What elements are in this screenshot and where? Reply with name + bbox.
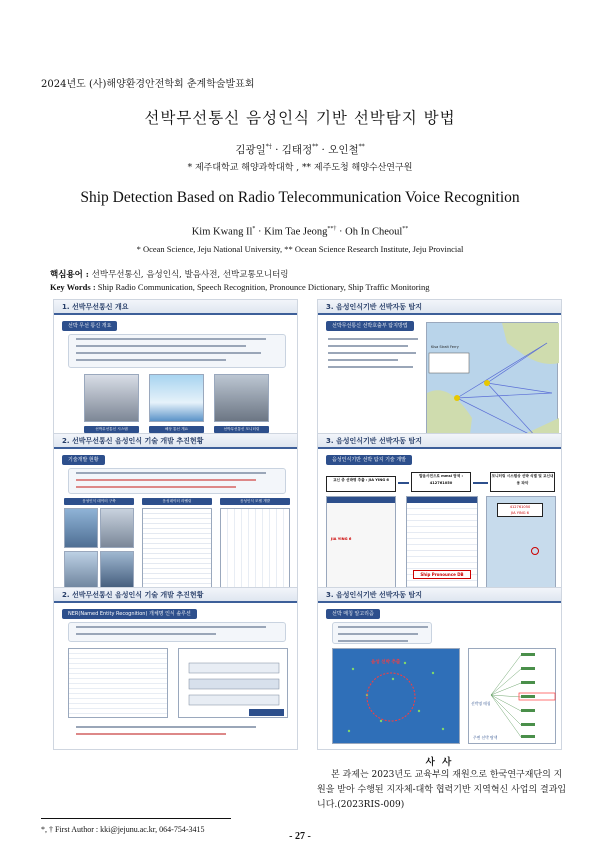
speech-transcript-panel — [326, 496, 396, 588]
dictionary-label: Ship Pronounce DB — [413, 570, 471, 579]
slide-tag: NER(Named Entity Recognition) 개체명 인식 솔루션 — [62, 609, 197, 619]
ship-marker — [531, 547, 539, 555]
ship-name: JIA YING 6 — [511, 511, 529, 515]
author-en-3: Oh In Cheoul — [345, 226, 403, 238]
model-screenshot — [220, 508, 290, 591]
keywords-english-text: Ship Radio Communication, Speech Recognition, Pronounce Dictionary, Ship Traffic Monitoring — [97, 282, 430, 292]
slide-caption: 해상 통신 개요 — [149, 426, 204, 433]
communication-diagram-image — [149, 374, 204, 422]
slide-4 — [317, 433, 562, 596]
slide-header — [318, 588, 561, 603]
ner-model-diagram — [178, 648, 288, 718]
author-separator: · — [271, 144, 282, 156]
author-3-mark: ** — [358, 143, 365, 151]
slide-header — [318, 434, 561, 449]
mmsi-value: 412761050 — [509, 505, 531, 509]
slide-title: 1. 선박무선통신 개요 — [62, 303, 129, 311]
keywords-korean — [50, 268, 289, 280]
author-en-1-mark: * — [252, 226, 256, 232]
ship-name-highlight: JIA YING 6 — [331, 537, 352, 541]
slide-tag: 음성인식기반 선박 탐지 기술 개발 — [326, 455, 412, 465]
slide-text-lines — [328, 338, 423, 368]
conference-header: 2024년도 (사)해양환경안전학회 춘계학술발표회 — [41, 79, 255, 90]
title-korean: 선박무선통신 음성인식 기반 선박탐지 방법 — [144, 109, 456, 127]
matching-sea-map — [332, 648, 460, 744]
slide-caption: 음성데이터 라벨링 — [142, 498, 212, 505]
labeling-screenshot — [142, 508, 212, 591]
slide-text-lines — [76, 472, 266, 488]
slide-caption: 선박무선통신 시스템 — [84, 426, 139, 433]
slide-tag: 선박 매칭 알고리즘 — [326, 609, 380, 619]
author-separator: · — [318, 144, 329, 156]
author-3: 오인철 — [328, 144, 359, 156]
author-2-mark: ** — [312, 143, 319, 151]
slide-3 — [53, 433, 298, 596]
label-voice-ship: 음성 선박 추출 — [371, 660, 401, 665]
authors-english — [0, 226, 600, 238]
footnote-rule — [41, 818, 231, 819]
monitoring-map — [486, 496, 556, 588]
author-en-2: Kim Tae Jeong — [264, 226, 328, 238]
slide-caption: 음성인식 모델 개발 — [220, 498, 290, 505]
acknowledgement-title: 사 사 — [425, 757, 454, 768]
matching-lines — [469, 649, 557, 745]
slide-header — [54, 300, 297, 315]
bert-architecture — [179, 649, 289, 719]
keywords-english-label: Key Words : — [50, 282, 96, 292]
slide-tag: 선박 무선 통신 개요 — [62, 321, 117, 331]
slide-text-lines — [338, 626, 428, 642]
map-label: Kisa Strait Ferry — [431, 345, 459, 349]
slide-text-lines — [76, 338, 276, 361]
slide-title: 2. 선박무선통신 음성인식 기술 개발 추진현황 — [62, 437, 204, 445]
slide-title: 3. 음성인식기반 선박자동 탐지 — [326, 303, 422, 311]
author-en-2-mark: **† — [327, 226, 337, 232]
keywords-korean-text: 선박무선통신, 음성인식, 발음사전, 선박교통모니터링 — [91, 270, 289, 280]
title-english: Ship Detection Based on Radio Telecommunication Voice Recognition — [80, 189, 520, 206]
slide-title: 3. 음성인식기반 선박자동 탐지 — [326, 437, 422, 445]
author-1-mark: *† — [265, 143, 272, 151]
author-1: 김광일 — [235, 144, 266, 156]
data-image — [100, 508, 134, 548]
monitoring-room-image — [214, 374, 269, 422]
author-2: 김태정 — [281, 144, 313, 156]
authors-korean — [0, 142, 600, 157]
slide-text-lines — [76, 626, 266, 635]
affiliation-korean: * 제주대학교 해양과학대학 , ** 제주도청 해양수산연구원 — [187, 163, 413, 173]
page-number: - 27 - — [289, 831, 311, 842]
slide-tag: 기술개발 현황 — [62, 455, 105, 465]
keywords-english — [50, 282, 430, 292]
slide-title: 2. 선박무선통신 음성인식 기술 개발 추진현황 — [62, 591, 204, 599]
arrow — [398, 482, 409, 484]
label-matching: 선박명 매칭 — [471, 701, 491, 706]
matching-diagram — [468, 648, 556, 744]
slide-tag: 선박무선통신 선박호출부 탐지방법 — [326, 321, 414, 331]
author-separator: · — [336, 226, 346, 238]
pronounce-dictionary-table — [406, 496, 478, 588]
slide-title: 3. 음성인식기반 선박자동 탐지 — [326, 591, 422, 599]
slide-caption: 음성인식 데이터 구축 — [64, 498, 134, 505]
data-image — [64, 508, 98, 548]
label-nearby-ships: 주변 선박 탐색 — [473, 735, 498, 740]
arrow — [473, 482, 488, 484]
author-en-3-mark: ** — [402, 226, 409, 232]
acknowledgement-body: 본 과제는 2023년도 교육부의 재원으로 한국연구재단의 지원을 받아 수행된 지자체-대학 협력기반 지역혁신 사업의 결과입니다.(2023RIS-009) — [317, 770, 567, 810]
affiliation-english: * Ocean Science, Jeju National University, ** Ocean Science Research Institute, Jeju Provincial — [136, 244, 464, 254]
step-box-extract: 교신 중 선박명 추출 : JIA YING 6 — [326, 476, 396, 492]
data-image — [64, 551, 98, 591]
radio-equipment-image — [84, 374, 139, 422]
data-image — [100, 551, 134, 591]
slide-header — [318, 300, 561, 315]
slide-6 — [317, 587, 562, 750]
slide-caption: 선박무선통신 모니터링 — [214, 426, 269, 433]
slide-header — [54, 588, 297, 603]
ner-text-image — [68, 648, 168, 718]
step-box-identify: 모니터링 시스템상 선박 식별 및 교신내용 파악 — [490, 472, 555, 492]
map-callout — [497, 503, 543, 517]
step-box-search: 발음사전으로 mmsi 탐색 : 412761050 — [411, 472, 471, 492]
keywords-korean-label: 핵심용어 : — [50, 270, 89, 280]
author-en-1: Kim Kwang Il — [191, 226, 253, 238]
footnote: *, † First Author : kki@jejunu.ac.kr, 064-754-3415 — [41, 825, 205, 834]
slide-header — [54, 434, 297, 449]
slide-text-lines — [76, 726, 256, 735]
author-separator: · — [255, 226, 265, 238]
slide-5 — [53, 587, 298, 750]
